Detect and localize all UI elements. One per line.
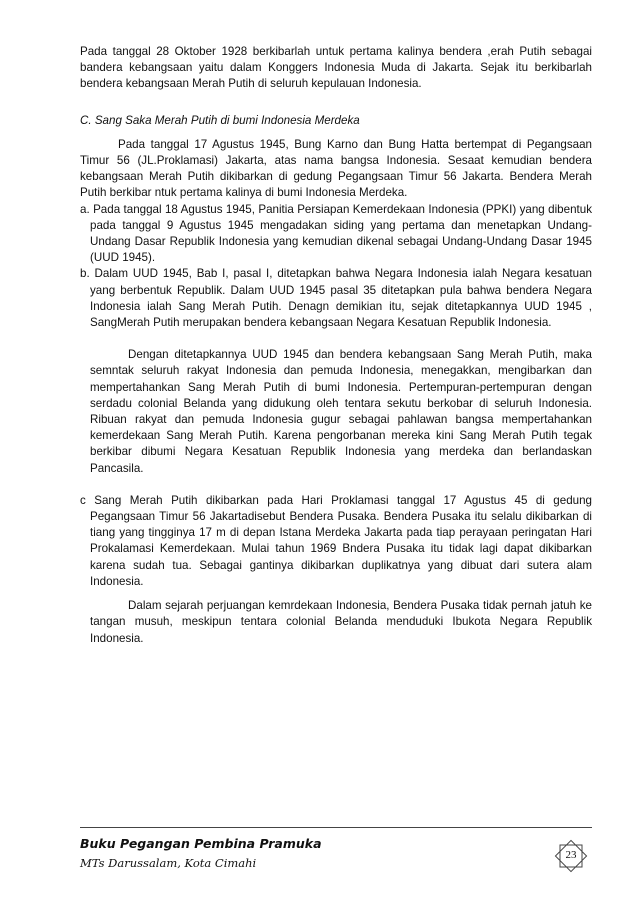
- footer-book-title: Buku Pegangan Pembina Pramuka: [80, 836, 322, 851]
- paragraph-4: Dalam sejarah perjuangan kemrdekaan Indonesia, Bendera Pusaka tidak pernah jatuh ke tangan musuh, meskipun tentara colonial Belanda menduduki Ibukota Negara Republik Indonesia.: [90, 599, 592, 645]
- list-item-b: b. Dalam UUD 1945, Bab I, pasal I, ditetapkan bahwa Negara Indonesia ialah Negara kesatuan yang berbentuk Republik. Dalam UUD 1945 pasal 35 ditetapkan pula bahwa bendera Negara Indonesia ialah Sang Merah Putih. Denagn demikian itu, sejak ditetapkannya UUD 1945 , SangMerah Putih merupakan bendera kebangsaan Negara Kesatuan Republik Indonesia.: [80, 267, 592, 330]
- section-heading-c: C. Sang Saka Merah Putih di bumi Indonesia Merdeka: [80, 113, 360, 127]
- footer-school-name: MTs Darussalam, Kota Cimahi: [80, 856, 257, 870]
- list-item-c: c Sang Merah Putih dikibarkan pada Hari Proklamasi tanggal 17 Agustus 45 di gedung Pegangsaan Timur 56 Jakartadisebut Bendera Pusaka. Bendera Pusaka itu selalu dikibarkan di tiang yang tingginya 17 m di depan Istana Merdeka Jakarta pada tiap perayaan peringatan Hari Prokalamasi Kemerdekaan. Mulai tahun 1969 Bndera Pusaka itu tidak lagi dapat dikibarkan karena sudah tua. Sebagai gantinya dikibarkan duplikatnya yang dibuat dari sutera alam Indonesia.: [80, 493, 592, 588]
- paragraph-3: Dengan ditetapkannya UUD 1945 dan bendera kebangsaan Sang Merah Putih, maka semntak seluruh rakyat Indonesia dan pemuda Indonesia, menegakkan, mengibarkan dan mempertahankan Sang Merah Putih di bumi Indonesia. Pertempuran-pertempuran dengan serdadu colonial Belanda yang didukung oleh tentara sekutu berkobar di seluruh Indonesia. Ribuan rakyat dan pemuda Indonesia gugur sebagai pahlawan bangsa mempertahankan kemerdekaan Sang Merah Putih. Karena pengorbanan mereka kini Sang Merah Putih tegak berkibar dibumi Negara Kesatuan Republik Indonesia yang merdeka dan berlandaskan Pancasila.: [90, 348, 592, 475]
- paragraph-1: Pada tanggal 28 Oktober 1928 berkibarlah untuk pertama kalinya bendera ,erah Putih sebagai bandera kebangsaan yaitu dalam Konggers Indonesia Muda di Jakarta. Sejak itu berkibarlah bendera kebangsaan Merah Putih di seluruh kepulauan Indonesia.: [80, 45, 592, 91]
- page-number: 23: [565, 849, 577, 861]
- footer-divider: [80, 827, 592, 828]
- page-body: [80, 44, 592, 647]
- list-item-a: a. Pada tanggal 18 Agustus 1945, Panitia Persiapan Kemerdekaan Indonesia (PPKI) yang dibentuk pada tanggal 9 Agustus 1945 mengadakan siding yang pertama dan menetapkan Undang-Undang Dasar Republik Indonesia yang kemudian dikenal sebagai Undang-Undang Dasar 1945 (UUD 1945).: [80, 202, 592, 265]
- paragraph-2: Pada tanggal 17 Agustus 1945, Bung Karno dan Bung Hatta bertempat di Pegangsaan Timur 56 (JL.Proklamasi) Jakarta, atas nama bangsa Indonesia. Sesaat kemudian bendera kebangsaan Merah Putih dikibarkan di gedung Pegangsaan Timur 56 Jakarta. Bendera Merah Putih berkibar ntuk pertama kalinya di bumi Indonesia Merdeka.: [80, 137, 592, 200]
